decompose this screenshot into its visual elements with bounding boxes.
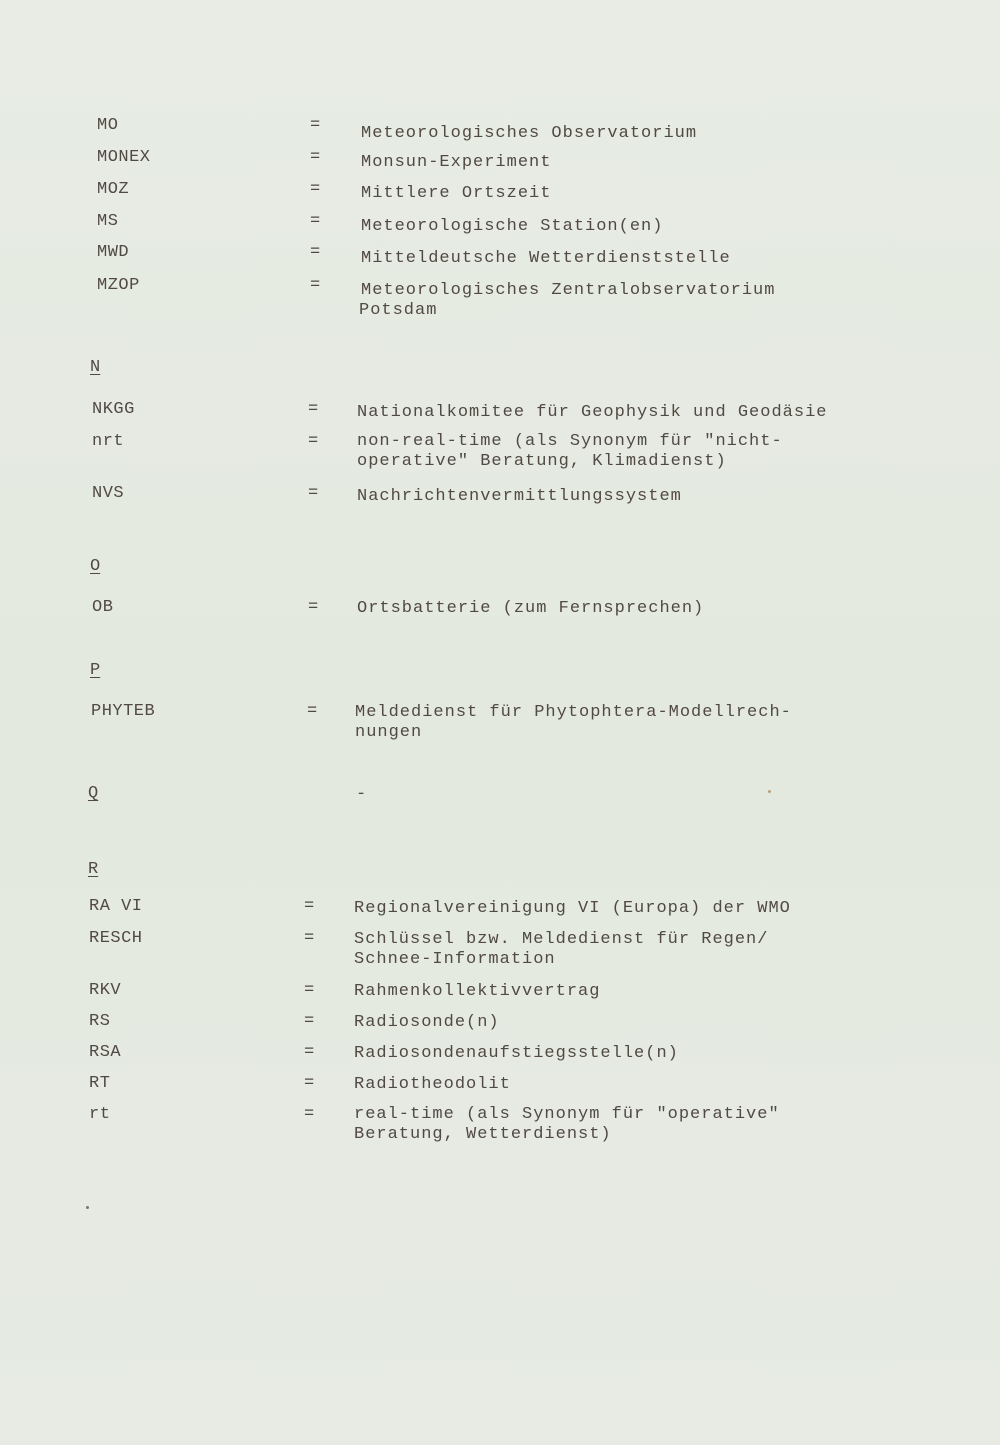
abbreviation: rt (89, 1105, 111, 1124)
definition-line: Potsdam (359, 301, 438, 320)
definition-line: Meldedienst für Phytophtera-Modellrech- (355, 703, 792, 722)
definition-line: Radiosondenaufstiegsstelle(n) (354, 1044, 679, 1063)
equals-sign: = (304, 981, 315, 1000)
definition-line: Ortsbatterie (zum Fernsprechen) (357, 599, 705, 618)
empty-section-dash: - (356, 785, 367, 804)
abbreviation: NKGG (92, 400, 135, 419)
abbreviation: RA VI (89, 897, 143, 916)
abbreviation: MZOP (97, 276, 140, 295)
abbreviation: NVS (92, 484, 125, 503)
equals-sign: = (310, 276, 321, 295)
definition-line: Radiotheodolit (354, 1075, 511, 1094)
equals-sign: = (304, 1105, 315, 1124)
equals-sign: = (310, 180, 321, 199)
abbreviation: MS (97, 212, 119, 231)
equals-sign: = (308, 484, 319, 503)
paper-speck (768, 790, 771, 793)
definition-line: Mittlere Ortszeit (361, 184, 552, 203)
equals-sign: = (310, 148, 321, 167)
abbreviation: nrt (92, 432, 125, 451)
definition-line: Nachrichtenvermittlungssystem (357, 487, 682, 506)
definition-line: Regionalvereinigung VI (Europa) der WMO (354, 899, 791, 918)
equals-sign: = (310, 212, 321, 231)
abbreviation: MONEX (97, 148, 151, 167)
abbreviation: PHYTEB (91, 702, 156, 721)
abbreviation: RS (89, 1012, 111, 1031)
definition-line: non-real-time (als Synonym für "nicht- (357, 432, 783, 451)
definition-line: Radiosonde(n) (354, 1013, 500, 1032)
abbreviation: RT (89, 1074, 111, 1093)
equals-sign: = (304, 1012, 315, 1031)
definition-line: Nationalkomitee für Geophysik und Geodäsie (357, 403, 828, 422)
section-letter: O (90, 557, 101, 576)
section-letter: N (90, 358, 101, 377)
equals-sign: = (308, 432, 319, 451)
abbreviation: RSA (89, 1043, 122, 1062)
definition-line: Monsun-Experiment (361, 153, 552, 172)
equals-sign: = (308, 598, 319, 617)
definition-line: Beratung, Wetterdienst) (354, 1125, 612, 1144)
equals-sign: = (307, 702, 318, 721)
equals-sign: = (304, 1043, 315, 1062)
definition-line: Schnee-Information (354, 950, 556, 969)
abbreviation: MOZ (97, 180, 130, 199)
definition-line: Meteorologisches Zentralobservatorium (361, 281, 776, 300)
definition-line: nungen (355, 723, 423, 742)
paper-speck (86, 1206, 89, 1209)
definition-line: operative" Beratung, Klimadienst) (357, 452, 727, 471)
definition-line: Rahmenkollektivvertrag (354, 982, 601, 1001)
equals-sign: = (304, 897, 315, 916)
abbreviation: MO (97, 116, 119, 135)
abbreviation: RESCH (89, 929, 143, 948)
abbreviation: RKV (89, 981, 122, 1000)
abbreviation: OB (92, 598, 114, 617)
equals-sign: = (308, 400, 319, 419)
equals-sign: = (310, 116, 321, 135)
definition-line: Meteorologisches Observatorium (361, 124, 698, 143)
equals-sign: = (304, 1074, 315, 1093)
section-letter: Q (88, 784, 99, 803)
section-letter: P (90, 661, 101, 680)
definition-line: Meteorologische Station(en) (361, 217, 664, 236)
definition-line: real-time (als Synonym für "operative" (354, 1105, 780, 1124)
definition-line: Schlüssel bzw. Meldedienst für Regen/ (354, 930, 769, 949)
equals-sign: = (310, 243, 321, 262)
definition-line: Mitteldeutsche Wetterdienststelle (361, 249, 731, 268)
section-letter: R (88, 860, 99, 879)
equals-sign: = (304, 929, 315, 948)
abbreviation: MWD (97, 243, 130, 262)
